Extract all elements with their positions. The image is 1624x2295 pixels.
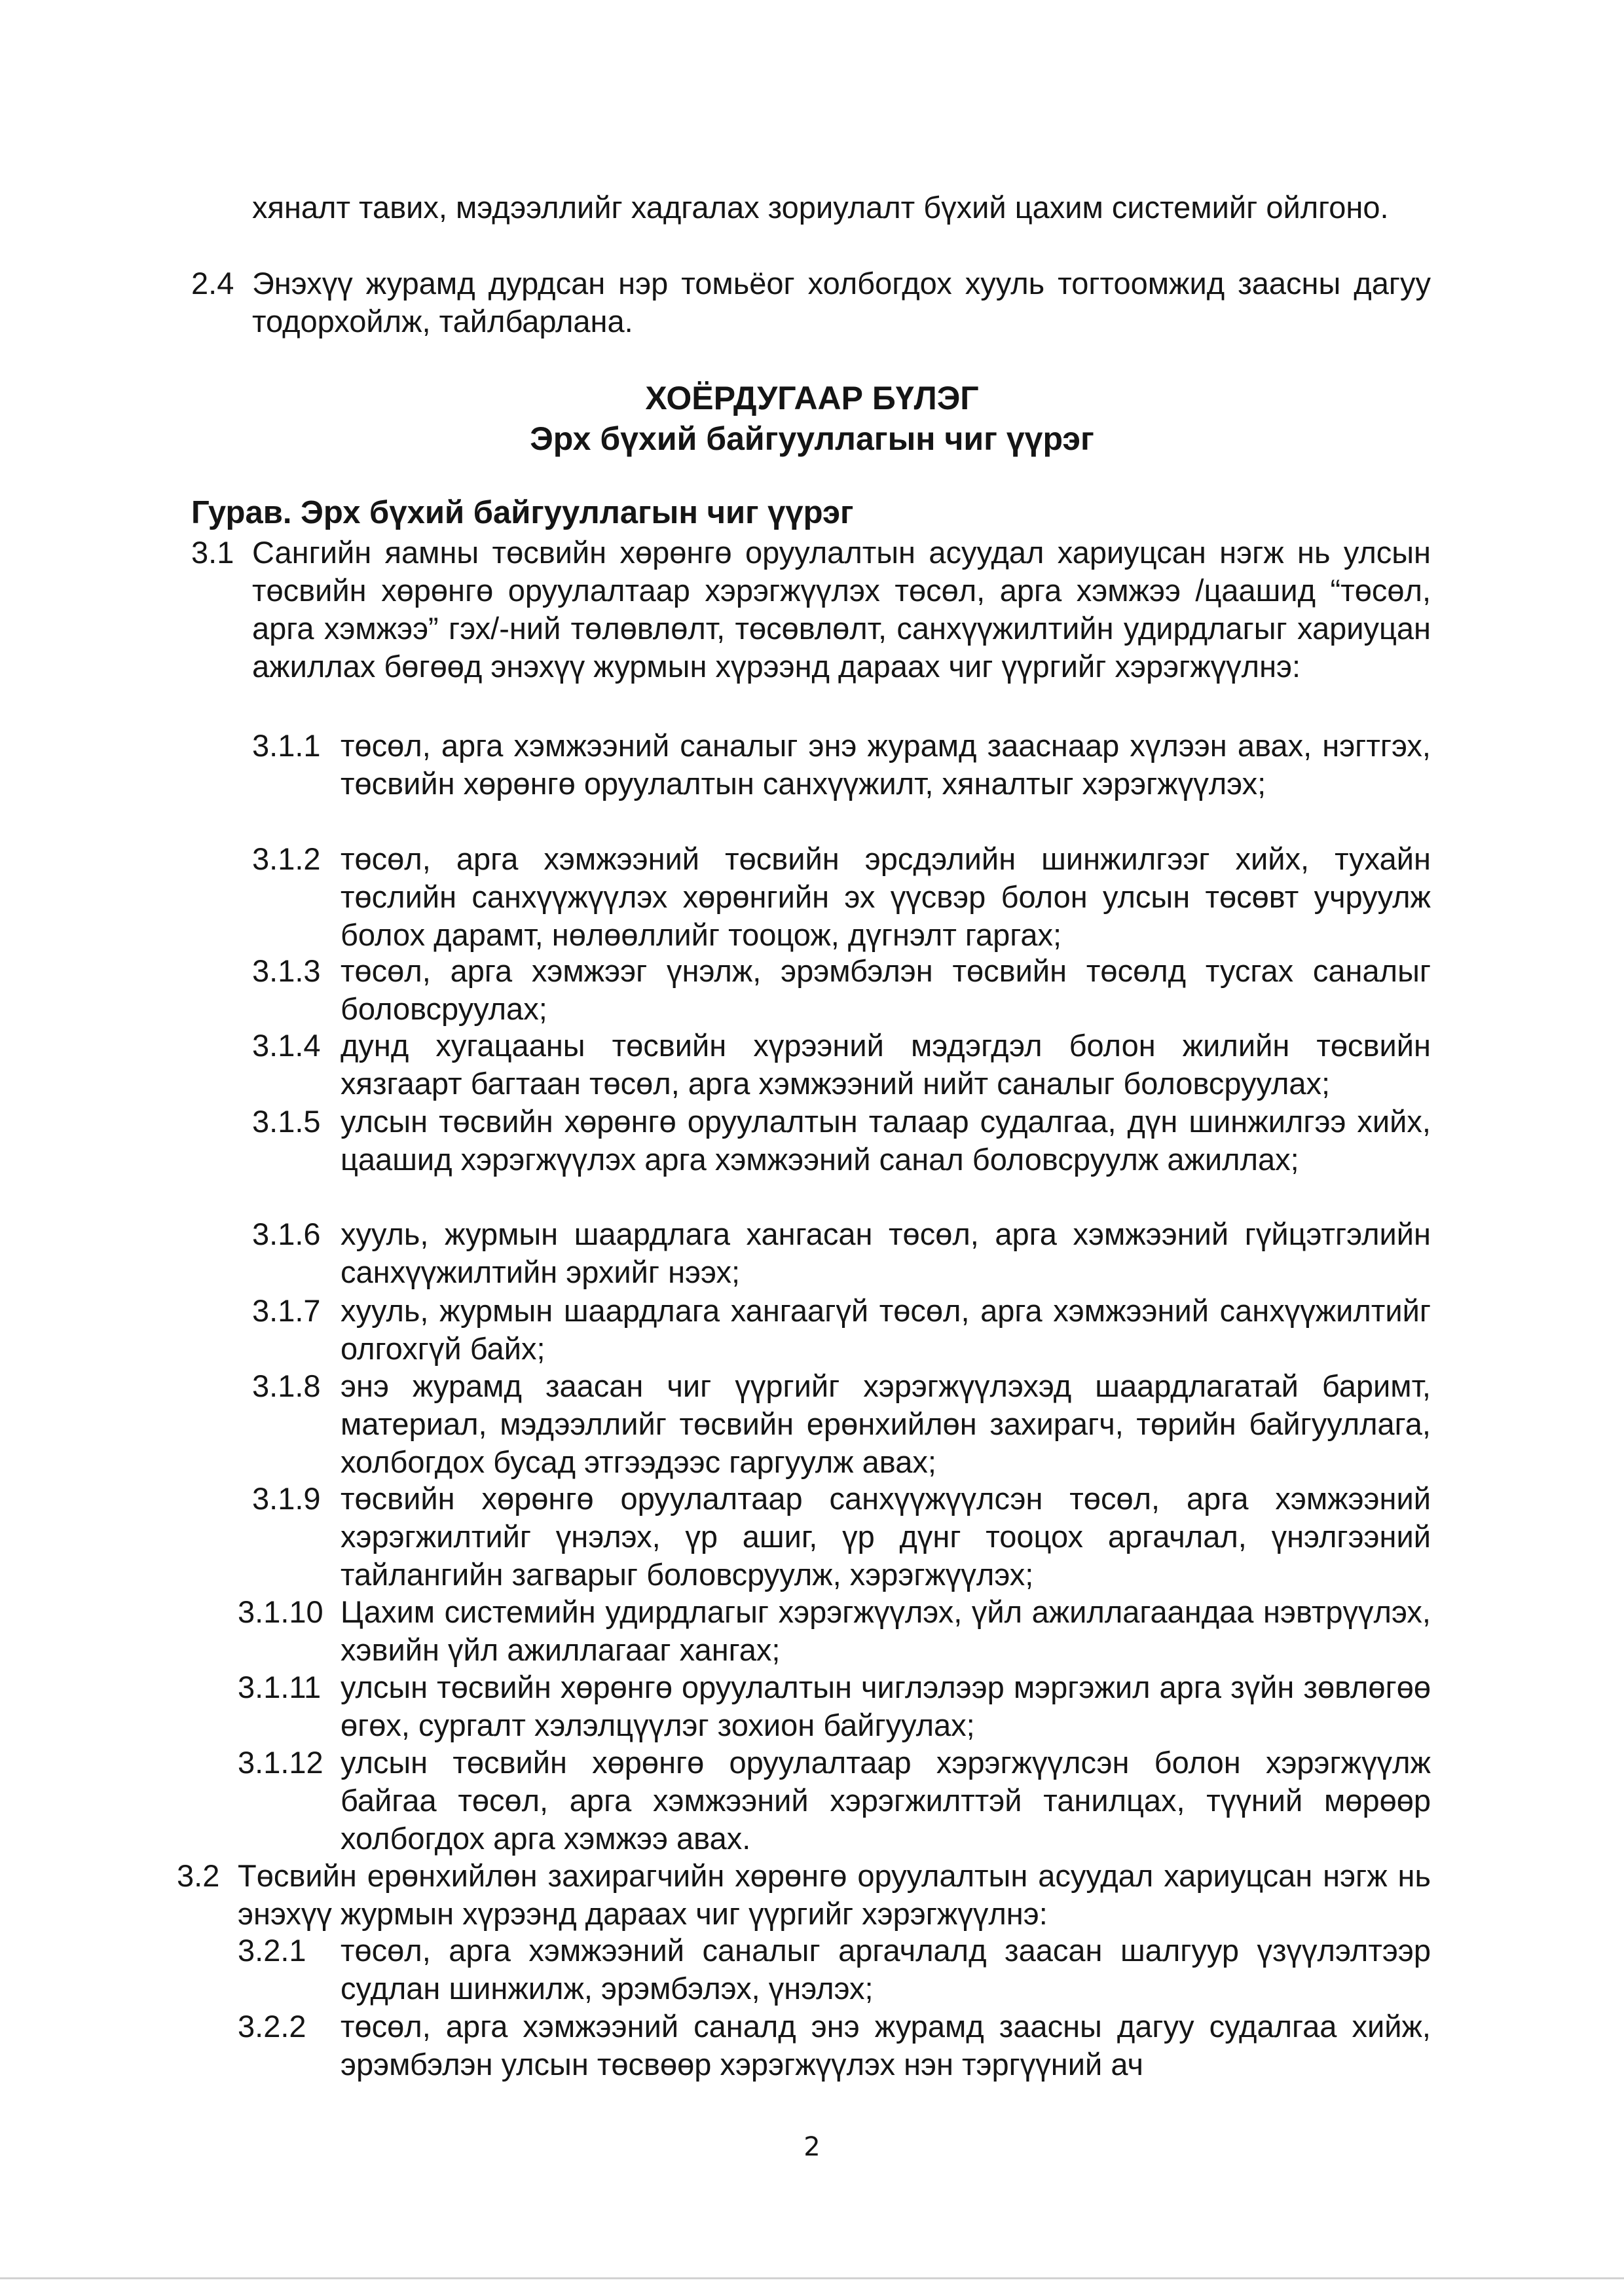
item-3-1-5-text: улсын төсвийн хөрөнгө оруулалтын талаар судалгаа, дүн шинжилгээ хийх, цаашид хэрэгжүүлэх арга хэмжээний санал боловсруулж ажиллах;	[341, 1104, 1431, 1177]
section-title: Гурав. Эрх бүхий байгууллагын чиг үүрэг	[191, 495, 854, 530]
item-3-1-8-text: энэ журамд заасан чиг үүргийг хэрэгжүүлэхэд шаардлагатай баримт, материал, мэдээллийг төсвийн ерөнхийлөн захирагч, төрийн байгууллага, холбогдох бусад этгээдээс гаргуулж авах;	[341, 1368, 1431, 1479]
paragraph-3-1: Сангийн яамны төсвийн хөрөнгө оруулалтын асуудал хариуцсан нэгж нь улсын төсвийн хөрөнгө оруулалтаар хэрэгжүүлэх төсөл, арга хэмжээ /цаашид “төсөл, арга хэмжээ” гэх/-ний төлөвлөлт, төсөвлөлт, санхүүжилтийн удирдлагыг хариуцан ажиллах бөгөөд энэхүү журмын хүрээнд дараах чиг үүргийг хэрэгжүүлнэ:	[252, 535, 1431, 684]
item-3-1-6-text: хууль, журмын шаардлага хангасан төсөл, арга хэмжээний гүйцэтгэлийн санхүүжилтийн эрхийг нээх;	[341, 1217, 1431, 1289]
item-number: 3.1	[191, 535, 234, 570]
item-3-1-10-text: Цахим системийн удирдлагыг хэрэгжүүлэх, үйл ажиллагаандаа нэвтрүүлэх, хэвийн үйл ажиллагааг хангах;	[341, 1594, 1431, 1667]
continuation-paragraph: хяналт тавих, мэдээллийг хадгалах зориулалт бүхий цахим системийг ойлгоно.	[252, 190, 1389, 225]
item-3-1-12-text: улсын төсвийн хөрөнгө оруулалтаар хэрэгжүүлсэн болон хэрэгжүүлж байгаа төсөл, арга хэмжээний хэрэгжилттэй танилцах, түүний мөрөөр холбогдох арга хэмжээ авах.	[341, 1745, 1431, 1856]
chapter-title: ХОЁРДУГААР БҮЛЭГ	[645, 380, 979, 416]
chapter-subtitle: Эрх бүхий байгууллагын чиг үүрэг	[530, 420, 1094, 457]
item-3-1-3-text: төсөл, арга хэмжээг үнэлж, эрэмбэлэн төсвийн төсөлд тусгах саналыг боловсруулах;	[341, 953, 1431, 1026]
item-3-2-1-text: төсөл, арга хэмжээний саналыг аргачлалд заасан шалгуур үзүүлэлтээр судлан шинжилж, эрэмбэлэх, үнэлэх;	[341, 1933, 1431, 2006]
item-number: 3.1.9	[252, 1481, 321, 1516]
item-2-4-text: Энэхүү журамд дурдсан нэр томьёог холбогдох хууль тогтоомжид заасны дагуу тодорхойлж, тайлбарлана.	[252, 266, 1431, 339]
item-number: 3.1.2	[252, 841, 321, 876]
paragraph-3-2: Төсвийн ерөнхийлөн захирагчийн хөрөнгө оруулалтын асуудал хариуцсан нэгж нь энэхүү журмын хүрээнд дараах чиг үүргийг хэрэгжүүлнэ:	[238, 1858, 1431, 1931]
page-number: 2	[803, 2132, 821, 2162]
item-number: 3.2.1	[238, 1933, 306, 1968]
item-number: 3.1.4	[252, 1028, 321, 1063]
item-number: 3.2.2	[238, 2009, 306, 2044]
scan-edge-line	[0, 2277, 1624, 2279]
item-number: 3.1.10	[238, 1594, 323, 1629]
item-number: 3.1.3	[252, 953, 321, 988]
item-3-2-2-text: төсөл, арга хэмжээний саналд энэ журамд заасны дагуу судалгаа хийж, эрэмбэлэн улсын төсвөөр хэрэгжүүлэх нэн тэргүүний ач	[341, 2009, 1431, 2082]
item-number: 3.1.6	[252, 1217, 321, 1251]
item-number: 3.1.7	[252, 1293, 321, 1328]
item-number: 3.1.12	[238, 1745, 323, 1780]
item-3-1-11-text: улсын төсвийн хөрөнгө оруулалтын чиглэлээр мэргэжил арга зүйн зөвлөгөө өгөх, сургалт хэлэлцүүлэг зохион байгуулах;	[341, 1670, 1431, 1742]
item-number: 3.1.1	[252, 728, 321, 763]
item-number: 3.1.11	[238, 1670, 322, 1704]
item-3-1-4-text: дунд хугацааны төсвийн хүрээний мэдэгдэл болон жилийн төсвийн хязгаарт багтаан төсөл, арга хэмжээний нийт саналыг боловсруулах;	[341, 1028, 1431, 1101]
item-number: 2.4	[191, 266, 234, 301]
item-3-1-1-text: төсөл, арга хэмжээний саналыг энэ журамд зааснаар хүлээн авах, нэгтгэх, төсвийн хөрөнгө оруулалтын санхүүжилт, хяналтыг хэрэгжүүлэх;	[341, 728, 1431, 801]
item-number: 3.1.5	[252, 1104, 321, 1139]
item-3-1-7-text: хууль, журмын шаардлага хангаагүй төсөл, арга хэмжээний санхүүжилтийг олгохгүй байх;	[341, 1293, 1431, 1366]
item-3-1-2-text: төсөл, арга хэмжээний төсвийн эрсдэлийн шинжилгээг хийх, тухайн төслийн санхүүжүүлэх хөрөнгийн эх үүсвэр болон улсын төсөвт учруулж болох дарамт, нөлөөллийг тооцож, дүгнэлт гаргах;	[341, 841, 1431, 952]
item-number: 3.2	[177, 1858, 220, 1893]
item-3-1-9-text: төсвийн хөрөнгө оруулалтаар санхүүжүүлсэн төсөл, арга хэмжээний хэрэгжилтийг үнэлэх, үр ашиг, үр дүнг тооцох аргачлал, үнэлгээний тайлангийн загварыг боловсруулж, хэрэгжүүлэх;	[341, 1481, 1431, 1592]
item-number: 3.1.8	[252, 1368, 321, 1403]
